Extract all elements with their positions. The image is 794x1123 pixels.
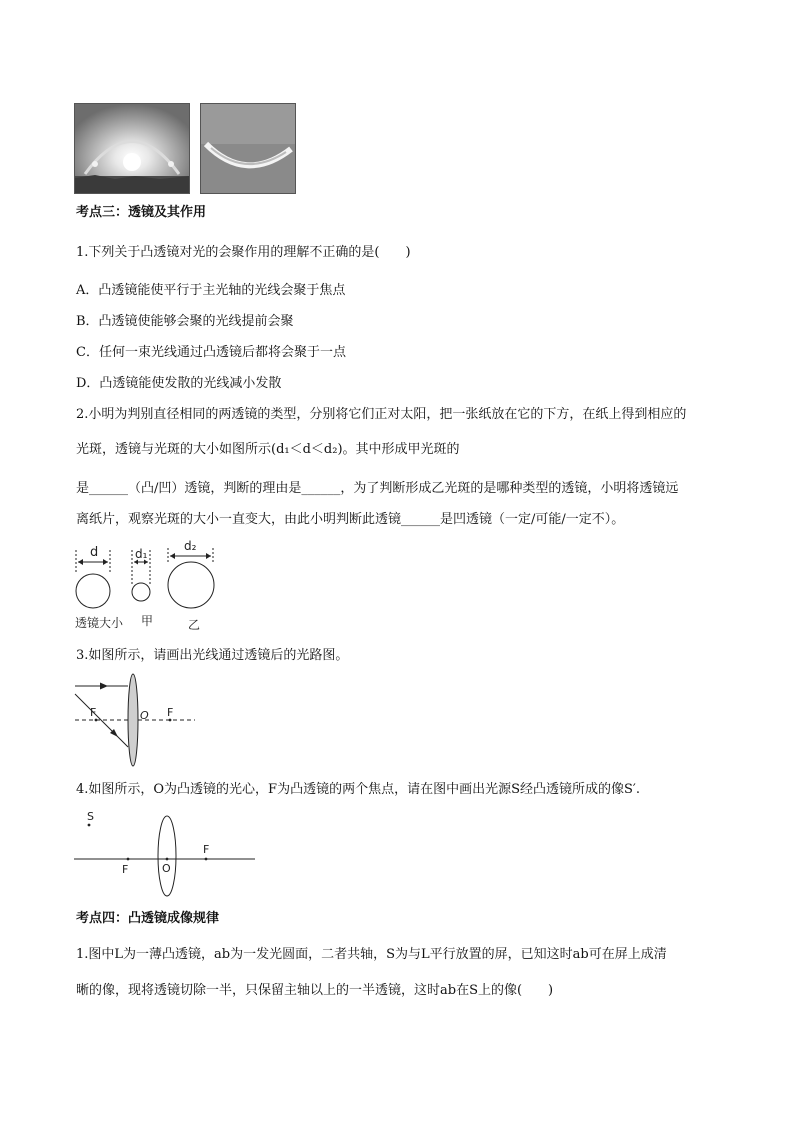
q3-label-f-right: F (167, 706, 174, 719)
halo-photo-left (74, 103, 190, 194)
q1-option-a: A．凸透镜能使平行于主光轴的光线会聚于焦点 (76, 283, 346, 298)
q1-stem: 1.下列关于凸透镜对光的会聚作用的理解不正确的是( ) (76, 245, 411, 260)
q2-caption-jia: 甲 (141, 614, 154, 628)
q4-stem: 4.如图所示，O为凸透镜的光心，F为凸透镜的两个焦点，请在图中画出光源S经凸透镜所成的像S′. (76, 782, 640, 797)
q1-option-d: D．凸透镜能使发散的光线减小发散 (76, 376, 282, 391)
q3-figure (70, 672, 200, 772)
q2-label-d1: d₁ (135, 547, 148, 561)
q3-label-f-left: F (90, 706, 97, 719)
q1-option-c: C．任何一束光线通过凸透镜后都将会聚于一点 (76, 345, 346, 360)
q4-label-f-right: F (203, 843, 210, 856)
q2-label-d: d (90, 545, 99, 560)
q4-label-f-left: F (122, 863, 129, 876)
q2-label-d2: d₂ (184, 539, 197, 553)
q4-figure (70, 808, 260, 900)
q2-line4: 离纸片，观察光斑的大小一直变大，由此小明判断此透镜______是凹透镜（一定/可能/一定不）。 (76, 512, 625, 527)
q2-line3: 是______（凸/凹）透镜，判断的理由是______，为了判断形成乙光斑的是哪种类型的透镜，小明将透镜远 (76, 481, 679, 496)
q1-option-b: B．凸透镜使能够会聚的光线提前会聚 (76, 314, 294, 329)
q2-caption-yi: 乙 (188, 618, 201, 632)
q3-label-o: O (140, 709, 149, 722)
q2-line2: 光斑，透镜与光斑的大小如图所示(d₁＜d＜d₂)。其中形成甲光斑的 (76, 442, 460, 457)
s4-q1-line2: 晰的像，现将透镜切除一半，只保留主轴以上的一半透镜，这时ab在S上的像( ) (76, 983, 554, 998)
section3-title: 考点三：透镜及其作用 (76, 205, 207, 220)
section4-title: 考点四：凸透镜成像规律 (76, 911, 220, 926)
q2-line1: 2.小明为判别直径相同的两透镜的类型，分别将它们正对太阳，把一张纸放在它的下方，在纸上得到相应的 (76, 407, 687, 422)
q3-stem: 3.如图所示，请画出光线通过透镜后的光路图。 (76, 648, 349, 663)
q2-figure (70, 538, 230, 634)
halo-photo-right (200, 103, 296, 194)
s4-q1-line1: 1.图中L为一薄凸透镜，ab为一发光圆面，二者共轴，S为与L平行放置的屏，已知这时ab可在屏上成清 (76, 947, 667, 962)
q4-label-s: S (87, 810, 94, 823)
q2-caption-lens: 透镜大小 (75, 616, 124, 630)
q4-label-o: O (162, 862, 171, 875)
